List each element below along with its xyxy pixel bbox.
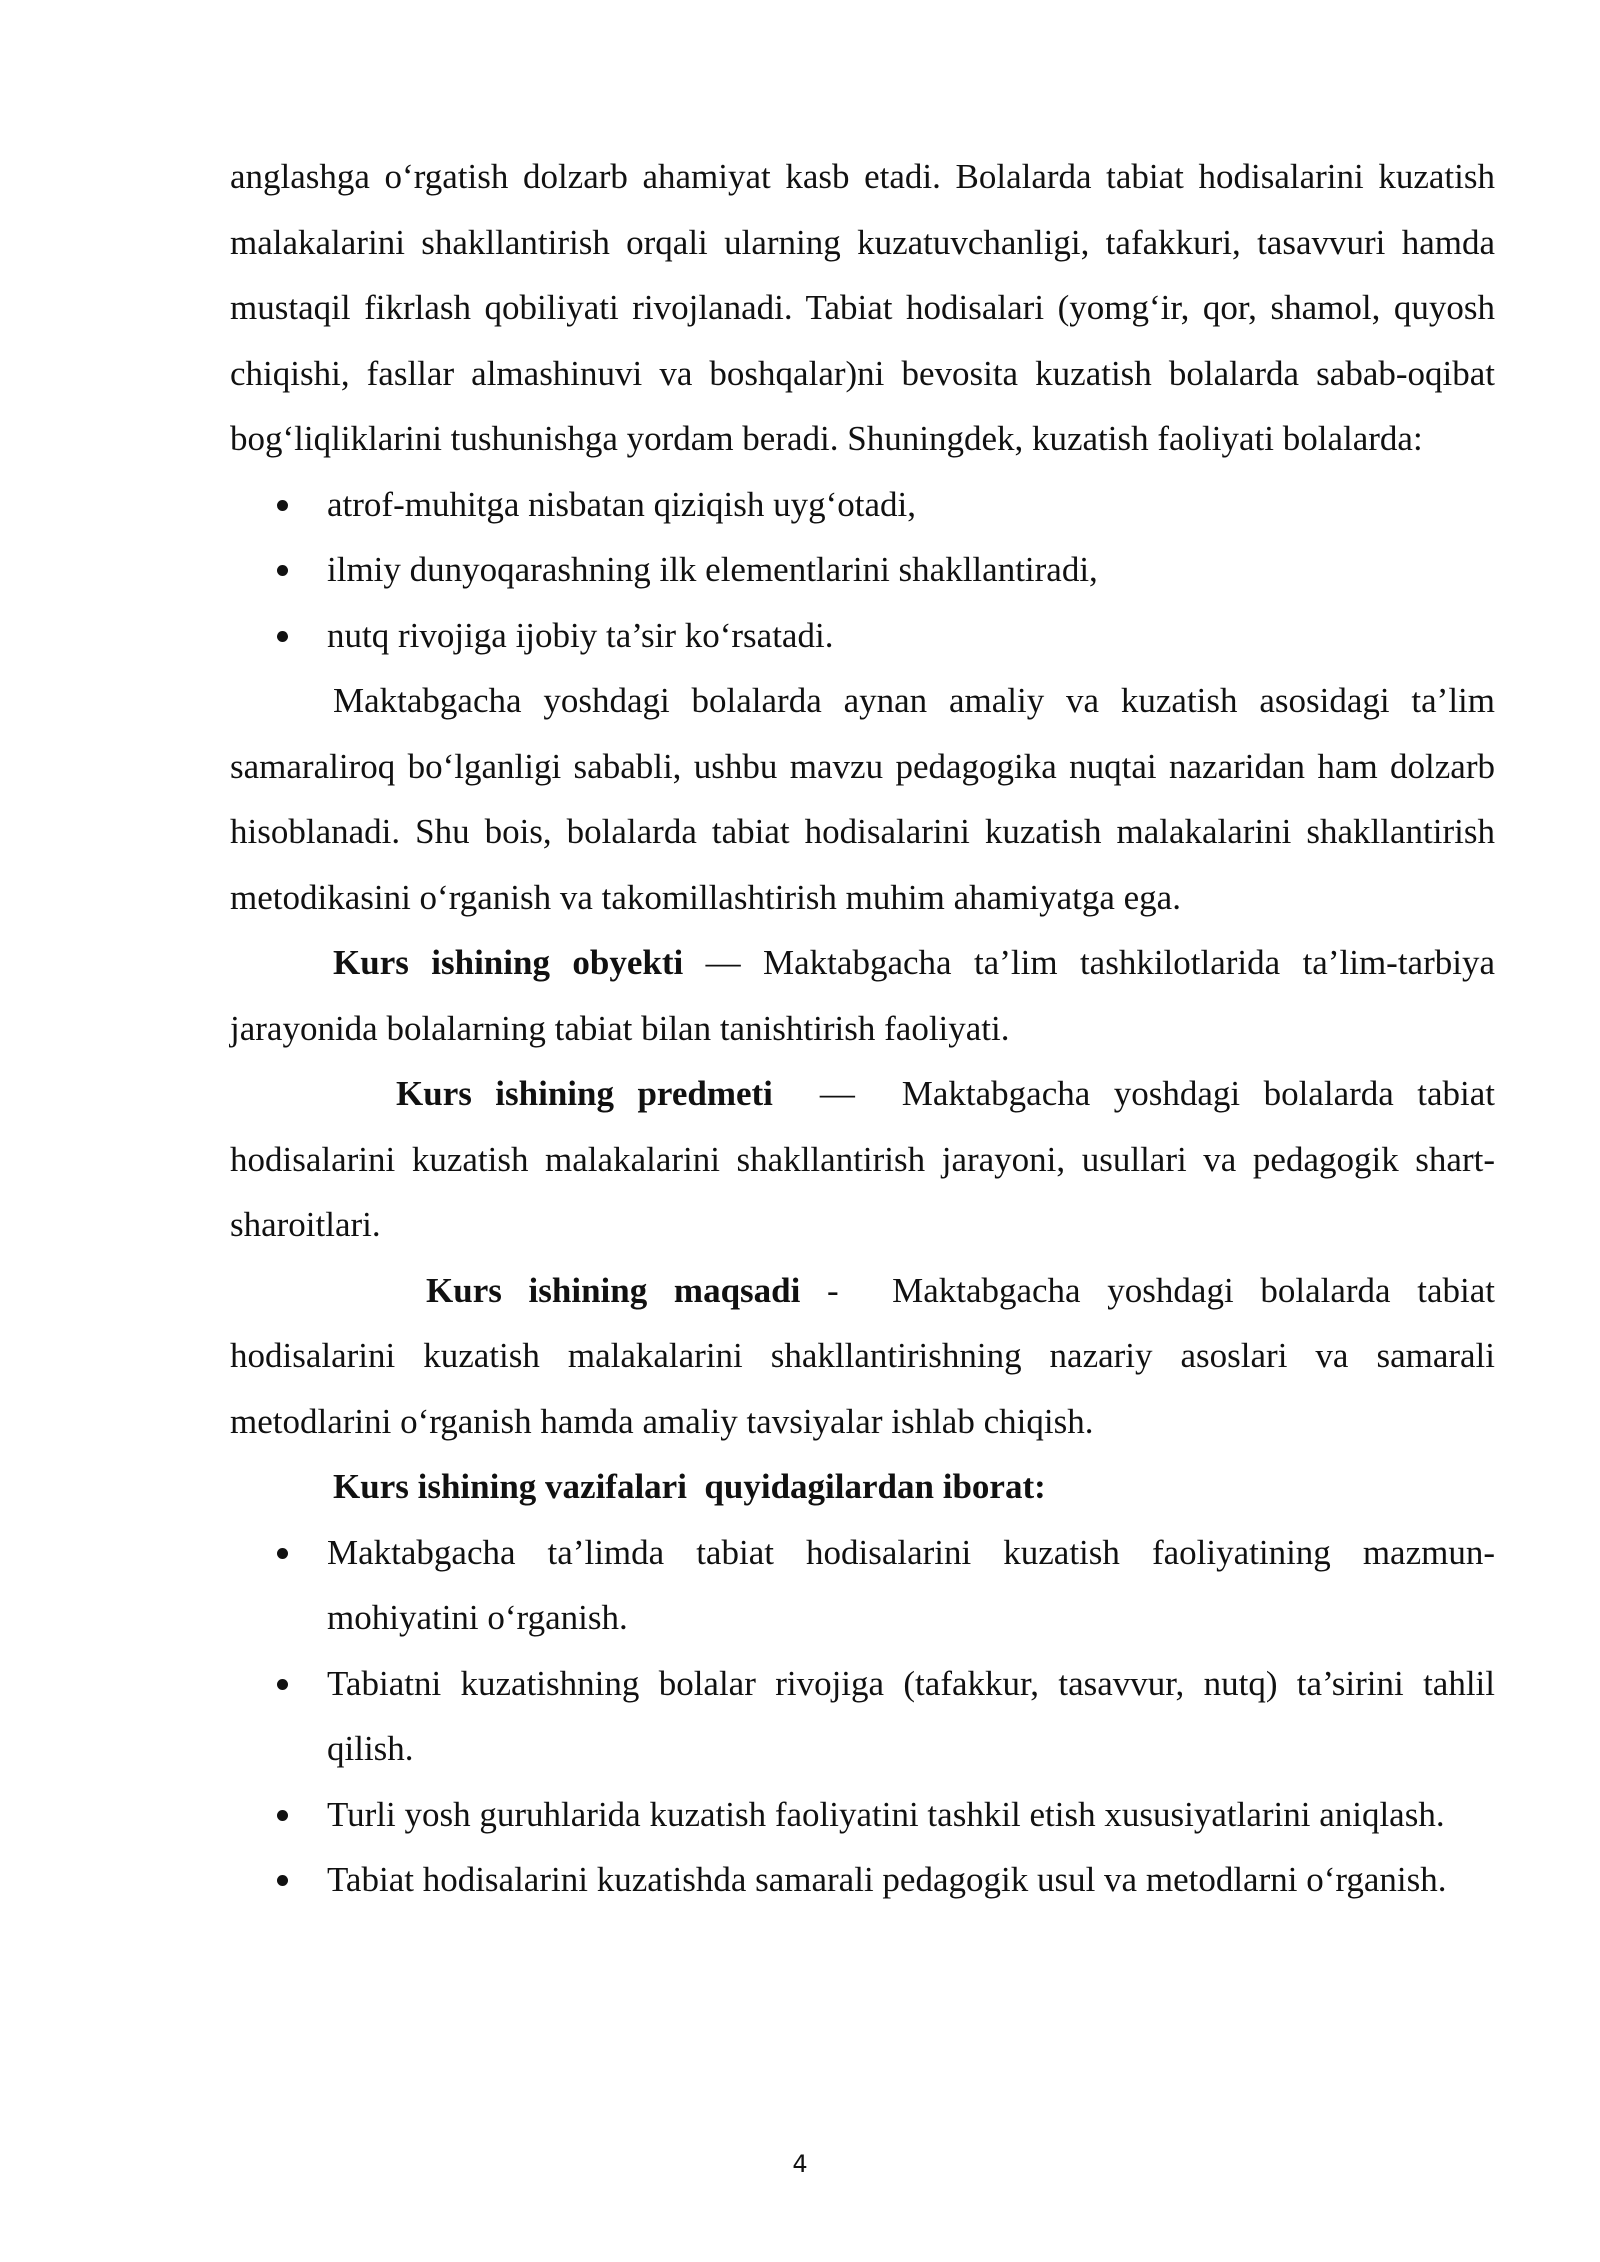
subject-label: Kurs ishining predmeti [396,1074,773,1113]
goal-label: Kurs ishining maqsadi [426,1270,801,1310]
list-item-text: Tabiat hodisalarini kuzatishda samarali pedagogik usul va metodlarni o‘rganish. [327,1860,1447,1899]
tasks-list [230,1520,1495,1913]
list-item-text: Turli yosh guruhlarida kuzatish faoliyatini tashkil etish xususiyatlarini aniqlash. [327,1794,1445,1834]
benefits-list [230,472,1495,669]
bullet-icon [277,1679,288,1690]
document-page [230,144,1495,1913]
bullet-icon [277,500,288,511]
relevance-paragraph: Maktabgacha yoshdagi bolalarda aynan amaliy va kuzatish asosidagi ta’lim samaraliroq bo‘lganligi sababli, ushbu mavzu pedagogika nuqtai nazaridan ham dolzarb hisoblanadi. Shu bois, bolalarda tabiat hodisalarini kuzatish malakalarini shakllantirish metodikasini o‘rganish va takomillashtirish muhim ahamiyatga ega. [230,681,1495,917]
list-item [230,1782,1495,1848]
object-label: Kurs ishining obyekti [333,943,684,982]
list-item-text: ilmiy dunyoqarashning ilk elementlarini shakllantiradi, [327,550,1098,589]
list-item-text: nutq rivojiga ijobiy ta’sir ko‘rsatadi. [327,615,834,655]
list-item-text: Tabiatni kuzatishning bolalar rivojiga (tafakkur, tasavvur, nutq) ta’sirini tahlil qilish. [327,1663,1495,1768]
subject-text: Maktabgacha yoshdagi bolalarda tabiat hodisalarini kuzatish malakalarini shakllantirish jarayoni, usullari va pedagogik shart-sharoitlari. [230,1074,1495,1244]
bullet-icon [277,1810,288,1821]
list-item [230,1520,1495,1651]
list-item [230,1651,1495,1782]
bullet-icon [277,565,288,576]
object-paragraph [230,930,1495,1061]
intro-paragraph: anglashga o‘rgatish dolzarb ahamiyat kasb etadi. Bolalarda tabiat hodisalarini kuzatish malakalarini shakllantirish orqali ularning kuzatuvchanligi, tafakkuri, tasavvuri hamda mustaqil fikrlash qobiliyati rivojlanadi. Tabiat hodisalari (yomg‘ir, qor, shamol, quyosh chiqishi, fasllar almashinuvi va boshqalar)ni bevosita kuzatish bolalarda sabab-oqibat bog‘liqliklarini tushunishga yordam beradi. Shuningdek, kuzatish faoliyati bolalarda: [230,157,1495,458]
subject-paragraph [230,1061,1495,1258]
goal-text: Maktabgacha yoshdagi bolalarda tabiat hodisalarini kuzatish malakalarini shakllantirishning nazariy asoslari va samarali metodlarini o‘rganish hamda amaliy tavsiyalar ishlab chiqish. [230,1270,1495,1441]
list-item [230,537,1495,603]
bullet-icon [277,631,288,642]
goal-paragraph [230,1258,1495,1455]
list-item [230,472,1495,538]
object-separator: — [683,943,764,982]
list-item [230,603,1495,669]
subject-separator: — [772,1074,902,1113]
bullet-icon [277,1548,288,1559]
list-item-text: Maktabgacha ta’limda tabiat hodisalarini kuzatish faoliyatining mazmun-mohiyatini o‘rganish. [327,1532,1495,1637]
tasks-heading: Kurs ishining vazifalari quyidagilardan iborat: [333,1467,1046,1506]
object-text: Maktabgacha ta’lim tashkilotlarida ta’lim-tarbiya jarayonida bolalarning tabiat bilan tanishtirish faoliyati. [230,943,1496,1048]
list-item-text: atrof-muhitga nisbatan qiziqish uyg‘otadi, [327,484,917,524]
page-number: 4 [792,2150,808,2178]
goal-separator: - [800,1270,893,1310]
list-item [230,1847,1495,1913]
bullet-icon [277,1875,288,1886]
